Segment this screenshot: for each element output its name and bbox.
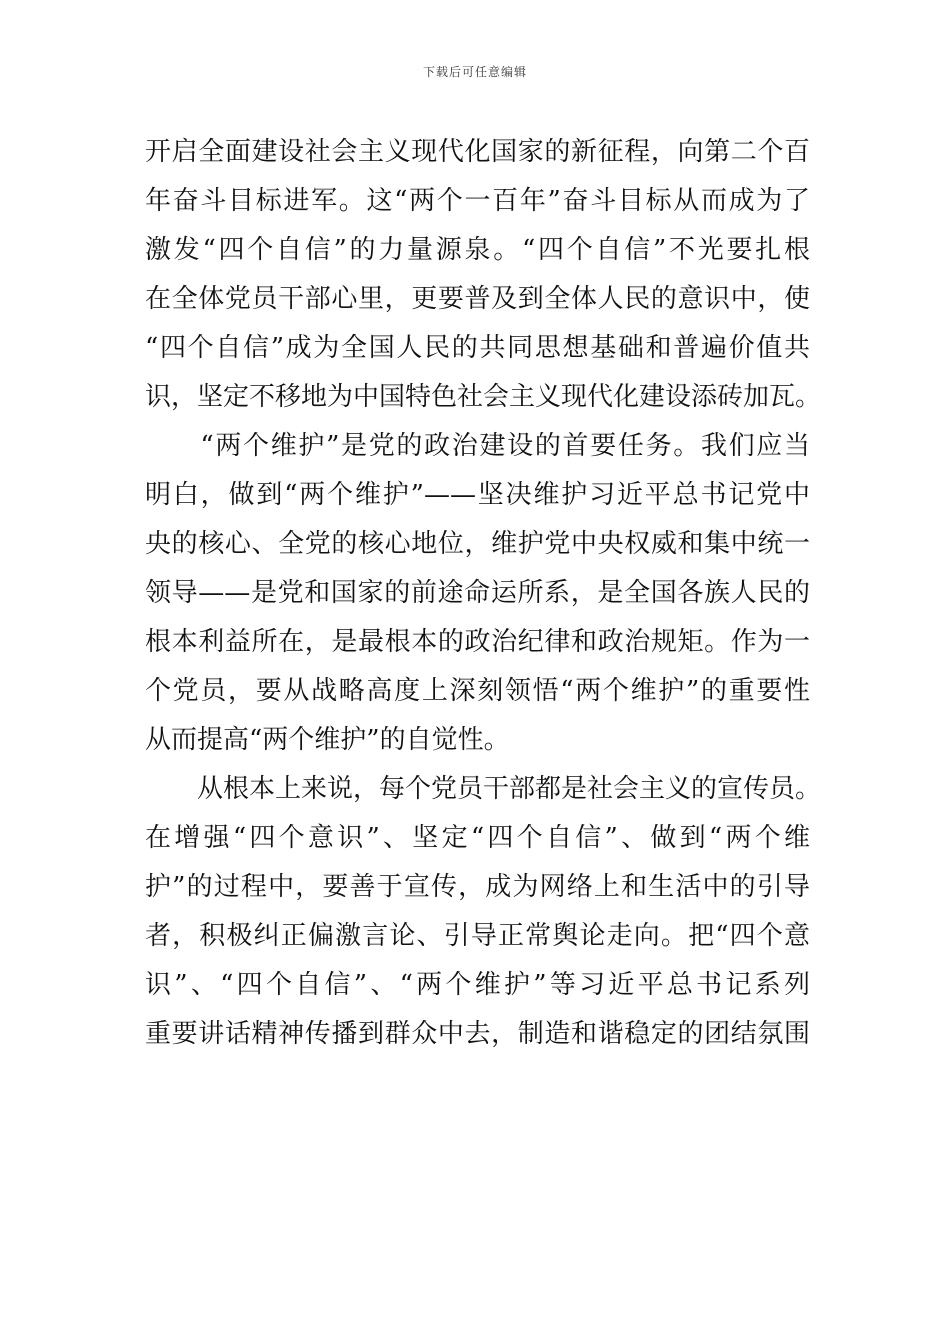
text-line-17: 者，积极纠正偏激言论、引导正常舆论走向。把“四个意 xyxy=(145,921,810,951)
text-line-4: 在全体党员干部心里，更要普及到全体人民的意识中，使 xyxy=(145,284,810,314)
text-line-5: “四个自信”成为全国人民的共同思想基础和普遍价值共 xyxy=(145,333,810,363)
text-line-6: 识，坚定不移地为中国特色社会主义现代化建设添砖加瓦。 xyxy=(145,382,822,412)
text-line-16: 护”的过程中，要善于宣传，成为网络上和生活中的引导 xyxy=(145,872,810,902)
body-text xyxy=(145,128,822,1059)
text-line-15: 在增强“四个意识”、坚定“四个自信”、做到“两个维 xyxy=(145,823,810,853)
text-line-10: 领导——是党和国家的前途命运所系，是全国各族人民的 xyxy=(145,578,810,608)
text-line-7: “两个维护”是党的政治建设的首要任务。我们应当 xyxy=(145,431,810,461)
text-line-19: 重要讲话精神传播到群众中去，制造和谐稳定的团结氛围 xyxy=(145,1019,810,1049)
text-line-9: 央的核心、全党的核心地位，维护党中央权威和集中统一 xyxy=(145,529,810,559)
text-line-1: 开启全面建设社会主义现代化国家的新征程，向第二个百 xyxy=(145,137,810,167)
text-line-13: 从而提高“两个维护”的自觉性。 xyxy=(145,725,510,755)
text-line-12: 个党员，要从战略高度上深刻领悟“两个维护”的重要性 xyxy=(145,676,810,706)
text-line-8: 明白，做到“两个维护”——坚决维护习近平总书记党中 xyxy=(145,480,810,510)
text-line-14: 从根本上来说，每个党员干部都是社会主义的宣传员。 xyxy=(145,774,822,804)
text-line-2: 年奋斗目标进军。这“两个一百年”奋斗目标从而成为了 xyxy=(145,186,810,216)
text-line-3: 激发“四个自信”的力量源泉。“四个自信”不光要扎根 xyxy=(145,235,810,265)
text-line-11: 根本利益所在，是最根本的政治纪律和政治规矩。作为一 xyxy=(145,627,810,657)
page-header: 下载后可任意编辑 xyxy=(422,65,527,79)
text-line-18: 识”、“四个自信”、“两个维护”等习近平总书记系列 xyxy=(145,970,810,1000)
